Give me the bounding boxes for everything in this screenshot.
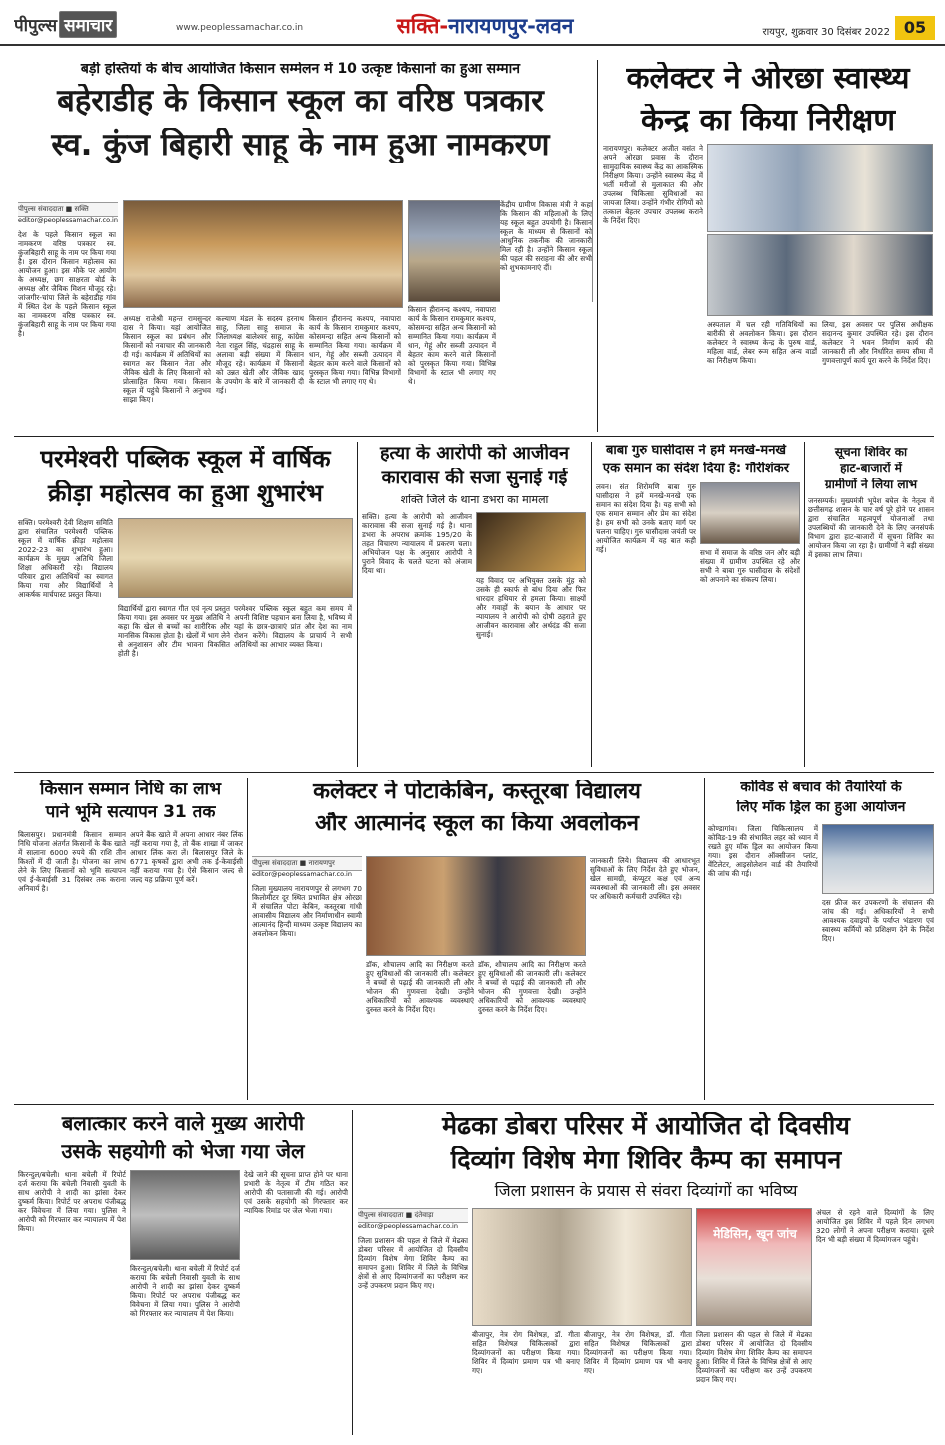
story1-headline-1: बहेराडीह के किसान स्कूल का वरिष्ठ पत्रकार bbox=[57, 84, 544, 119]
story1-col2: अध्यक्ष राजेश्री महन्त रामसुन्दर दास ने किया। यहां आयोजित किसान स्कूल का प्रबंधन और किसानों को नवाचार की जानकारी दी गई। कार्यक्रम में अतिथियों का स्वागत कर किसान नेता और जैविक खेती के लिए किसानों को प्रोत्साहित किया गया। किसान स्कूल में पहुंचे किसानों ने अनुभव साझा किए। bbox=[123, 314, 211, 404]
story6-headline-1: सूचना शिविर का bbox=[834, 446, 908, 459]
story11-col3: अंचल से रहने वाले दिव्यांगों के लिए आयोजित इस शिविर में पहले दिन लगभग 320 लोगों ने अपना परीक्षण कराया। दूसरे दिन भी बड़ी संख्या में दिव्यांगजन पहुंचे। bbox=[816, 1208, 934, 1244]
story5-col1: लवन। संत शिरोमणि बाबा गुरु घासीदास ने हमें मनखे-मनखे एक समान का संदेश दिया है। यह सभी को एक समान सम्मान और प्रेम का संदेश है। हम सभी को उनके बताए मार्ग पर चलना चाहिए। गुरु घासीदास जयंती पर आयोजित कार्यक्रम में यह बात कही गई। bbox=[596, 482, 696, 554]
story10-photo bbox=[130, 1170, 240, 1260]
section-divider bbox=[14, 1104, 934, 1105]
story3-headline-1: परमेश्वरी पब्लिक स्कूल में वार्षिक bbox=[40, 446, 331, 473]
story4-col1: सक्ति। हत्या के आरोपी को आजीवन कारावास की सजा सुनाई गई है। थाना डभरा के अपराध क्रमांक 195/20 के तहत विचारण न्यायालय में प्रकरण चला। अभियोजन पक्ष के अनुसार आरोपी ने पुराने विवाद के चलते घटना को अंजाम दिया था। bbox=[362, 512, 472, 575]
masthead bbox=[0, 0, 945, 46]
story7-headline-1: किसान सम्मान निधि का लाभ bbox=[39, 780, 222, 799]
story11-col2b: बीजापुर, नेत्र रोग विशेषज्ञ, डॉ. गीता सहित विशेषज्ञ चिकित्सकों द्वारा दिव्यांगजनों का परीक्षण किया गया। शिविर में दिव्यांग प्रमाण पत्र भी बनाए गए। bbox=[584, 1330, 692, 1375]
column-divider bbox=[704, 778, 705, 1100]
story8-col2: डॉक, शौचालय आदि का निरीक्षण करते हुए सुविधाओं की जानकारी ली। कलेक्टर ने बच्चों से पढ़ाई की जानकारी ली और भोजन की गुणवत्ता देखी। उन्होंने अधिकारियों को आवश्यक व्यवस्थाएं दुरुस्त करने के निर्देश दिए। bbox=[366, 960, 474, 1014]
story8-headline-2: और आत्मानंद स्कूल का किया अवलोकन bbox=[315, 812, 639, 836]
story2-col2: अस्पताल में चल रही गतिविधियों का बारीकी से अवलोकन किया। इस दौरान कलेक्टर ने स्वास्थ्य केन्द्र के पुरुष वार्ड, महिला वार्ड, लेबर रूम सहित अन्य वार्डों का निरीक्षण किया। bbox=[707, 320, 817, 365]
story10-headline-1: बलात्कार करने वाले मुख्य आरोपी bbox=[61, 1112, 305, 1135]
story10-col1b: किरन्दुल/बचेली। थाना बचेली में रिपोर्ट दर्ज कराया कि बचेली निवासी युवती के साथ आरोपी ने शादी का झांसा देकर दुष्कर्म किया। रिपोर्ट पर अपराध पंजीबद्ध कर विवेचना में लिया गया। पुलिस ने आरोपी को गिरफ्तार कर न्यायालय में पेश किया। bbox=[130, 1264, 240, 1318]
story1-kicker: बड़ी हस्तियों के बीच आयोजित किसान सम्मेलन में 10 उत्कृष्ट किसानों का हुआ सम्मान bbox=[80, 62, 521, 77]
story10-headline-2: उसके सहयोगी को भेजा गया जेल bbox=[61, 1140, 305, 1163]
story1-col5: केंद्रीय ग्रामीण विकास मंत्री ने कहा कि किसान की महिलाओं के लिए यह स्कूल बहुत उपयोगी है। किसान स्कूल के माध्यम से किसानों को आधुनिक तकनीक की जानकारी मिल रही है। उन्होंने किसान स्कूल की पहल की सराहना की और सभी को शुभकामनाएं दीं। bbox=[500, 200, 592, 430]
story11-photo-2 bbox=[696, 1208, 812, 1326]
story9-col1: कोण्डागांव। जिला चिकित्सालय में कोविड-19 की संभावित लहर को ध्यान में रखते हुए मॉक ड्रिल का आयोजन किया गया। इस दौरान ऑक्सीजन प्लांट, वेंटिलेटर, आइसोलेशन वार्ड की तैयारियों की जांच की गई। bbox=[708, 824, 818, 878]
page-number: 05 bbox=[895, 16, 935, 40]
story3-col3: परमेश्वर पब्लिक स्कूल बहुत कम समय में अपनी विशिष्ट पहचान बना लिया है, भविष्य में यहां के छात्र-छात्राएं प्रांत और देश का नाम रोशन करेंगे। विद्यालय के प्राचार्य ने सभी अतिथियों का आभार व्यक्त किया। bbox=[234, 604, 352, 649]
story3-col1: सक्ति। परमेश्वरी देवी शिक्षण समिति द्वारा संचालित परमेश्वरी पब्लिक स्कूल में वार्षिक क्रीड़ा महोत्सव 2022-23 का शुभारंभ हुआ। कार्यक्रम के मुख्य अतिथि जिला शिक्षा अधिकारी रहे। विद्यालय परिवार द्वारा अतिथियों का स्वागत किया गया और विद्यार्थियों ने आकर्षक मार्चपास्ट प्रस्तुत किया। bbox=[18, 518, 113, 599]
story11-subhead: जिला प्रशासन के प्रयास से संवरा दिव्यांगों का भविष्य bbox=[494, 1182, 798, 1200]
newspaper-logo: पीपुल्स समाचार bbox=[14, 10, 164, 38]
story2-col1: नारायणपुर। कलेक्टर अजीत वसंत ने अपने ओरछा प्रवास के दौरान सामुदायिक स्वास्थ्य केंद्र का आकस्मिक निरीक्षण किया। उन्होंने स्वास्थ्य केंद्र में भर्ती मरीजों से मुलाकात की और उपलब्ध चिकित्सा सुविधाओं का जायजा लिया। उन्होंने गंभीर रोगियों को तत्काल बेहतर उपचार उपलब्ध कराने के निर्देश दिए। bbox=[603, 144, 703, 225]
story1-col4b: किसान हीरानन्द कश्यप, नवापारा कार्य के किसान रामकुमार कश्यप, कोसमन्दा सहित अन्य किसानों को सम्मानित किया गया। कार्यक्रम में धान, गेहूं और सब्जी उत्पादन में बेहतर काम करने वाले किसानों को पुरस्कृत किया गया। विभिन्न विभागों के स्टाल भी लगाए गए थे। bbox=[408, 305, 496, 386]
story1-byline: पीपुल्स संवाददाता ■ सक्ति bbox=[18, 202, 118, 217]
story8-photo bbox=[366, 856, 586, 956]
story6-headline-2: हाट-बाजारों में bbox=[840, 462, 902, 475]
story10-col2: देखे जाने की सूचना प्राप्त होने पर थाना प्रभारी के नेतृत्व में टीम गठित कर आरोपी की पतासाजी की गई। आरोपी एवं उसके सहयोगी को गिरफ्तार कर न्यायिक रिमांड पर जेल भेजा गया। bbox=[244, 1170, 348, 1215]
edition-title: सक्ति-नारायणपुर-लवन bbox=[396, 14, 574, 38]
story3-headline-2: क्रीड़ा महोत्सव का हुआ शुभारंभ bbox=[48, 480, 323, 507]
story11-byline: पीपुल्स संवाददाता ■ दंतेवाड़ा bbox=[358, 1208, 468, 1223]
story10-col1: किरन्दुल/बचेली। थाना बचेली में रिपोर्ट दर्ज कराया कि बचेली निवासी युवती के साथ आरोपी ने शादी का झांसा देकर दुष्कर्म किया। रिपोर्ट पर अपराध पंजीबद्ध कर विवेचना में लिया गया। पुलिस ने आरोपी को गिरफ्तार कर न्यायालय में पेश किया। bbox=[18, 1170, 126, 1233]
story1-headline-2: स्व. कुंज बिहारी साहू के नाम हुआ नामकरण bbox=[51, 128, 550, 163]
story5-headline-1: बाबा गुरु घासीदास ने हमें मनखे-मनखे bbox=[605, 444, 787, 458]
story1-col1: देश के पहले किसान स्कूल का नामकरण वरिष्ठ पत्रकार स्व. कुंजबिहारी साहू के नाम पर किया गया है। इस दौरान किसान महोत्सव का आयोजन हुआ। इस मौके पर आयोग के अध्यक्ष, छग साक्षरता बोर्ड के अध्यक्ष और जैविक मिशन मौजूद रहे। जांजगीर-चांपा जिले के बहेराडीह गांव में स्थित देश के पहले किसान स्कूल का नामकरण वरिष्ठ पत्रकार स्व. कुंजबिहारी साहू के नाम पर किया गया है। bbox=[18, 230, 116, 338]
story11-email[interactable]: editor@peoplessamachar.co.in bbox=[358, 1222, 458, 1230]
column-divider bbox=[591, 442, 592, 767]
story7-col1: बिलासपुर। प्रधानमंत्री किसान सम्मान निधि योजना अंतर्गत किसानों के बैंक खाते में सालाना 6000 रुपये की राशि तीन किश्तों में दी जाती है। योजना का लाभ लेने के लिए किसानों को भूमि सत्यापन एवं ई-केवाईसी 31 दिसंबर तक कराना अनिवार्य है। bbox=[18, 830, 126, 893]
story8-col3: जानकारी लिये। विद्यालय की आधारभूत सुविधाओं के लिए निर्देश देते हुए भोजन, खेल सामग्री, कंप्यूटर कक्ष एवं अन्य व्यवस्थाओं की जानकारी ली। इस अवसर पर अधिकारी कर्मचारी उपस्थित रहे। bbox=[590, 856, 700, 901]
story8-col1: जिला मुख्यालय नारायणपुर से लगभग 70 किलोमीटर दूर स्थित प्रभावित क्षेत्र ओरछा में संचालित पोटा केबिन, कस्तूरबा गांधी आवासीय विद्यालय और निर्माणाधीन स्वामी आत्मानंद हिन्दी माध्यम उत्कृष्ट विद्यालय का अवलोकन किया। bbox=[252, 884, 362, 938]
story1-col3: कल्याण मंडल के सदस्य हरनाथ साहू, जिला साहू समाज के जिलाध्यक्ष बालेश्वर साहू, कांग्रेस नेता राहुल सिंह, चंद्रहास साहू के अलावा बड़ी संख्या में किसान मौजूद रहे। कार्यक्रम में किसानों को उन्नत खेती और जैविक खाद के उपयोग के बारे में जानकारी दी गई। bbox=[216, 314, 304, 395]
story4-subhead: शक्ति जिले के थाना डभरा का मामला bbox=[400, 494, 549, 506]
story9-headline-2: लिए मॉक ड्रिल का हुआ आयोजन bbox=[736, 800, 906, 815]
story4-headline-2: कारावास की सजा सुनाई गई bbox=[381, 468, 568, 488]
story8-byline: पीपुल्स संवाददाता ■ नारायणपुर bbox=[252, 856, 362, 871]
camp-banner-text: मेडिसिन, खून जांच bbox=[713, 1227, 797, 1241]
story8-col2b: डॉक, शौचालय आदि का निरीक्षण करते हुए सुविधाओं की जानकारी ली। कलेक्टर ने बच्चों से पढ़ाई की जानकारी ली और भोजन की गुणवत्ता देखी। उन्होंने अधिकारियों को आवश्यक व्यवस्थाएं दुरुस्त करने के निर्देश दिए। bbox=[478, 960, 586, 1014]
story2-headline-2: केन्द्र का किया निरीक्षण bbox=[640, 104, 896, 138]
story6-headline-3: ग्रामीणों ने लिया लाभ bbox=[824, 478, 918, 491]
story5-col2: सभा में समाज के वरिष्ठ जन और बड़ी संख्या में ग्रामीण उपस्थित रहे और सभी ने बाबा गुरु घासीदास के संदेशों को अपनाने का संकल्प लिया। bbox=[700, 548, 800, 584]
column-divider bbox=[357, 442, 358, 767]
section-divider bbox=[14, 436, 934, 437]
story9-photo bbox=[822, 824, 934, 894]
dateline: रायपुर, शुक्रवार 30 दिसंबर 2022 bbox=[762, 27, 890, 38]
story7-col2: अपने बैंक खाते में अपना आधार नंबर लिंक नहीं कराया गया है, तो बैंक शाखा में जाकर आधार लिंक करा लें। बिलासपुर जिले के 6771 कृषकों द्वारा अभी तक ई-केवाईसी नहीं कराया गया है। ऐसे किसान जल्द से जल्द यह प्रक्रिया पूर्ण करें। bbox=[130, 830, 243, 884]
story2-headline-1: कलेक्टर ने ओरछा स्वास्थ्य bbox=[626, 62, 910, 96]
story6-col1: जनसम्पर्क। मुख्यमंत्री भूपेश बघेल के नेतृत्व में छत्तीसगढ़ शासन के चार वर्ष पूरे होने पर शासन द्वारा संचालित महत्वपूर्ण योजनाओं तथा उपलब्धियों की जानकारी देने के लिए जनसंपर्क विभाग द्वारा हाट-बाजारों में सूचना शिविर का आयोजन किया जा रहा है। ग्रामीणों ने बड़ी संख्या में इसका लाभ लिया। bbox=[808, 496, 934, 559]
column-divider bbox=[597, 60, 598, 432]
story9-col2: दस फ्रीज कर उपकरणों के संचालन की जांच की गई। अधिकारियों ने सभी आवश्यक दवाइयों के पर्याप्त भंडारण एवं स्वास्थ्य कर्मियों को प्रशिक्षण देने के निर्देश दिए। bbox=[822, 898, 934, 943]
story11-col2: बीजापुर, नेत्र रोग विशेषज्ञ, डॉ. गीता सहित विशेषज्ञ चिकित्सकों द्वारा दिव्यांगजनों का परीक्षण किया गया। शिविर में दिव्यांग प्रमाण पत्र भी बनाए गए। bbox=[472, 1330, 580, 1375]
story5-photo bbox=[700, 482, 800, 544]
story1-col4: किसान हीरानन्द कश्यप, नवापारा कार्य के किसान रामकुमार कश्यप, कोसमन्दा सहित अन्य किसानों को सम्मानित किया गया। कार्यक्रम में धान, गेहूं और सब्जी उत्पादन में बेहतर काम करने वाले किसानों को पुरस्कृत किया गया। विभिन्न विभागों के स्टाल भी लगाए गए थे। bbox=[309, 314, 401, 386]
story1-photo-stage bbox=[123, 200, 403, 308]
story11-col2c: जिला प्रशासन की पहल से जिले में मेढका डोबरा परिसर में आयोजित दो दिवसीय दिव्यांग विशेष मेगा शिविर कैम्प का समापन हुआ। शिविर में जिले के विभिन्न क्षेत्रों से आए दिव्यांगजनों का परीक्षण कर उन्हें उपकरण प्रदान किए गए। bbox=[696, 1330, 812, 1384]
story11-headline-1: मेढका डोबरा परिसर में आयोजित दो दिवसीय bbox=[442, 1112, 850, 1140]
story2-col3: लिया, इस अवसर पर पुलिस अधीक्षक सदानन्द कुमार उपस्थित रहे। इस दौरान कलेक्टर ने भवन निर्माण कार्य की जानकारी ली और निर्धारित समय सीमा में गुणवत्तापूर्ण कार्य पूरा करने के निर्देश दिए। bbox=[822, 320, 933, 365]
story9-headline-1: कोविड से बचाव की तैयारियों के bbox=[740, 780, 902, 795]
story8-email[interactable]: editor@peoplessamachar.co.in bbox=[252, 870, 352, 878]
column-divider bbox=[352, 1110, 353, 1435]
story5-headline-2: एक समान का संदेश दिया है: गौरीशंकर bbox=[602, 462, 790, 476]
story11-headline-2: दिव्यांग विशेष मेगा शिविर कैम्प का समापन bbox=[450, 1146, 842, 1174]
story11-photo-1 bbox=[472, 1208, 692, 1326]
story2-photo-2 bbox=[707, 234, 933, 316]
story1-email[interactable]: editor@peoplessamachar.co.in bbox=[18, 216, 118, 224]
column-divider bbox=[804, 442, 805, 767]
column-divider bbox=[247, 778, 248, 1100]
story3-col2: विद्यार्थियों द्वारा स्वागत गीत एवं नृत्य प्रस्तुत किया गया। इस अवसर पर मुख्य अतिथि ने कहा कि खेल से बच्चों का शारीरिक और मानसिक विकास होता है। खेलों में भाग लेने से अनुशासन और टीम भावना विकसित होती है। bbox=[118, 604, 230, 658]
story2-photo-1 bbox=[707, 144, 933, 232]
story4-photo-gavel bbox=[476, 512, 586, 572]
story11-col1: जिला प्रशासन की पहल से जिले में मेढका डोबरा परिसर में आयोजित दो दिवसीय दिव्यांग विशेष मेगा शिविर कैम्प का समापन हुआ। शिविर में जिले के विभिन्न क्षेत्रों से आए दिव्यांगजनों का परीक्षण कर उन्हें उपकरण प्रदान किए गए। bbox=[358, 1236, 468, 1290]
story4-col2: यह विवाद पर अभियुक्त उसके मुंह को उसके ही स्कार्फ से बांध दिया और फिर धारदार हथियार से हमला किया। साक्ष्यों और गवाहों के बयान के आधार पर न्यायालय ने आरोपी को दोषी ठहराते हुए आजीवन कारावास और अर्थदंड की सजा सुनाई। bbox=[476, 576, 586, 639]
story8-headline-1: कलेक्टर ने पोटाकेबिन, कस्तूरबा विद्यालय bbox=[313, 780, 641, 804]
website-url[interactable]: www.peoplessamachar.co.in bbox=[176, 23, 304, 33]
story4-headline-1: हत्या के आरोपी को आजीवन bbox=[380, 444, 569, 464]
story7-headline-2: पाने भूमि सत्यापन 31 तक bbox=[45, 803, 216, 822]
story3-photo bbox=[118, 518, 353, 598]
section-divider bbox=[14, 772, 934, 773]
